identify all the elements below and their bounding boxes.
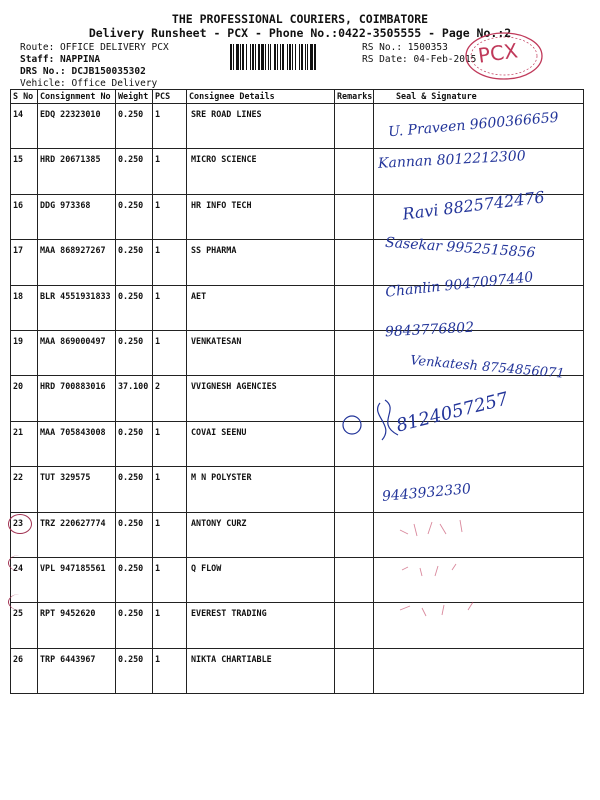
barcode-bar (255, 44, 256, 70)
signature-cell (374, 603, 584, 648)
signature-row-21-22: 8124057257 (394, 388, 511, 437)
signature-cell (374, 421, 584, 466)
signature-cell (374, 467, 584, 512)
consignee-cell: EVEREST TRADING (187, 603, 335, 648)
consignee-cell: VVIGNESH AGENCIES (187, 376, 335, 421)
table-row (11, 648, 584, 693)
signature-cell (374, 512, 584, 557)
remarks-cell (335, 603, 374, 648)
signature-row-14: U. Praveen 9600366659 (387, 109, 560, 141)
remarks-cell (335, 376, 374, 421)
sno-cell: 26 (11, 648, 38, 693)
signature-row-20: Venkatesh 8754856071 (409, 353, 566, 382)
table-header-row (11, 90, 584, 104)
barcode-bar (246, 44, 247, 70)
barcode-bar (289, 44, 291, 70)
consignee-cell: COVAI SEENU (187, 421, 335, 466)
table-row (11, 467, 584, 512)
table-row (11, 376, 584, 421)
pcs-cell: 1 (153, 467, 187, 512)
barcode-bar (280, 44, 281, 70)
barcode-bar (292, 44, 293, 70)
sno-cell: 21 (11, 421, 38, 466)
weight-cell: 0.250 (116, 648, 153, 693)
weight-cell: 0.250 (116, 467, 153, 512)
sno-cell: 24 (11, 557, 38, 602)
consignee-cell: NIKTA CHARTIABLE (187, 648, 335, 693)
sno-circle-25 (8, 555, 31, 571)
table-row (11, 421, 584, 466)
col-header-signature: Seal & Signature (374, 90, 584, 104)
signature-cell (374, 376, 584, 421)
pcs-cell: 1 (153, 603, 187, 648)
signature-cell (374, 557, 584, 602)
barcode-bar (274, 44, 276, 70)
consignee-cell: M N POLYSTER (187, 467, 335, 512)
signature-row-16: Ravi 8825742476 (401, 187, 546, 224)
consignee-cell: VENKATESAN (187, 330, 335, 375)
pcs-cell: 1 (153, 512, 187, 557)
col-header-pcs: PCS (153, 90, 187, 104)
weight-cell: 0.250 (116, 285, 153, 330)
weight-cell: 0.250 (116, 512, 153, 557)
consignment-cell: MAA 868927267 (38, 240, 116, 285)
barcode-bar (310, 44, 313, 70)
barcode-bar (261, 44, 264, 70)
signature-cell (374, 648, 584, 693)
consignment-cell: VPL 947185561 (38, 557, 116, 602)
stamp-text: PCX (476, 38, 520, 68)
weight-cell: 0.250 (116, 104, 153, 149)
remarks-cell (335, 104, 374, 149)
sno-cell: 25 (11, 603, 38, 648)
consignment-cell: MAA 869000497 (38, 330, 116, 375)
weight-cell: 0.250 (116, 194, 153, 239)
signature-row-15: Kannan 8012212300 (377, 148, 527, 172)
col-header-sno: S No (11, 90, 38, 104)
pcs-cell: 1 (153, 557, 187, 602)
sno-circle-26 (8, 594, 31, 610)
sno-cell: 19 (11, 330, 38, 375)
col-header-consignment: Consignment No (38, 90, 116, 104)
pcs-cell: 2 (153, 376, 187, 421)
table-row (11, 285, 584, 330)
sno-cell: 17 (11, 240, 38, 285)
weight-cell: 0.250 (116, 330, 153, 375)
sno-cell: 23 (11, 512, 38, 557)
table-row (11, 149, 584, 194)
remarks-cell (335, 240, 374, 285)
barcode-bar (277, 44, 278, 70)
consignee-cell: HR INFO TECH (187, 194, 335, 239)
remarks-cell (335, 194, 374, 239)
table-row (11, 240, 584, 285)
vehicle-label: Vehicle: Office Delivery (20, 78, 158, 89)
pcs-cell: 1 (153, 330, 187, 375)
signature-cell (374, 240, 584, 285)
col-header-remarks: Remarks (335, 90, 374, 104)
barcode-bar (305, 44, 306, 70)
drs-number: DRS No.: DCJB150035302 (20, 66, 146, 77)
weight-cell: 0.250 (116, 240, 153, 285)
weight-cell: 37.100 (116, 376, 153, 421)
signature-row-23: 9443932330 (381, 481, 472, 505)
barcode-bar (301, 44, 303, 70)
consignment-cell: TRZ 220627774 (38, 512, 116, 557)
barcode-bar (282, 44, 284, 70)
consignee-cell: SS PHARMA (187, 240, 335, 285)
weight-cell: 0.250 (116, 421, 153, 466)
consignee-cell: AET (187, 285, 335, 330)
sno-cell: 15 (11, 149, 38, 194)
remarks-cell (335, 330, 374, 375)
consignee-cell: SRE ROAD LINES (187, 104, 335, 149)
consignee-cell: MICRO SCIENCE (187, 149, 335, 194)
rs-number: RS No.: 1500353 (362, 42, 448, 53)
barcode-bar (287, 44, 288, 70)
barcode-bar (268, 44, 269, 70)
col-header-consignee: Consignee Details (187, 90, 335, 104)
pcs-cell: 1 (153, 648, 187, 693)
route-label: Route: OFFICE DELIVERY PCX (20, 42, 169, 53)
consignee-cell: ANTONY CURZ (187, 512, 335, 557)
barcode-bar (314, 44, 316, 70)
staff-label: Staff: NAPPINA (20, 54, 101, 65)
signature-cell (374, 149, 584, 194)
rs-date: RS Date: 04-Feb-2015 (362, 54, 477, 65)
consignment-cell: MAA 705843008 (38, 421, 116, 466)
sno-cell: 20 (11, 376, 38, 421)
pcs-cell: 1 (153, 149, 187, 194)
table-row (11, 557, 584, 602)
runsheet-table (10, 89, 584, 694)
table-row (11, 104, 584, 149)
consignment-cell: TUT 329575 (38, 467, 116, 512)
pcx-stamp (458, 30, 546, 86)
remarks-cell (335, 557, 374, 602)
col-header-weight: Weight (116, 90, 153, 104)
table-row (11, 194, 584, 239)
sno-cell: 14 (11, 104, 38, 149)
barcode-bar (233, 44, 234, 70)
signature-cell (374, 104, 584, 149)
pcs-cell: 1 (153, 240, 187, 285)
pcs-cell: 1 (153, 285, 187, 330)
sno-cell: 22 (11, 467, 38, 512)
signature-cell (374, 285, 584, 330)
consignment-cell: HRD 20671385 (38, 149, 116, 194)
consignment-cell: RPT 9452620 (38, 603, 116, 648)
table-row (11, 512, 584, 557)
barcode-bar (250, 44, 251, 70)
signature-row-19: 9843776802 (384, 319, 475, 341)
sno-cell: 16 (11, 194, 38, 239)
runsheet-subtitle: Delivery Runsheet - PCX - Phone No.:0422-3505555 - Page No.:2 (88, 26, 512, 40)
consignment-cell: DDG 973368 (38, 194, 116, 239)
remarks-cell (335, 149, 374, 194)
signature-row-17: Sasekar 9952515856 (384, 234, 536, 262)
barcode-bar (236, 44, 239, 70)
barcode-bar (240, 44, 241, 70)
company-title: THE PROFESSIONAL COURIERS, COIMBATORE (171, 12, 429, 26)
weight-cell: 0.250 (116, 603, 153, 648)
barcode-bar (242, 44, 244, 70)
signature-cell (374, 194, 584, 239)
remarks-cell (335, 648, 374, 693)
remarks-cell (335, 421, 374, 466)
remarks-cell (335, 512, 374, 557)
pcs-cell: 1 (153, 421, 187, 466)
table-row (11, 330, 584, 375)
table-row (11, 603, 584, 648)
consignment-cell: BLR 4551931833 (38, 285, 116, 330)
consignment-cell: EDQ 22323010 (38, 104, 116, 149)
barcode-bar (230, 44, 232, 70)
pcs-cell: 1 (153, 104, 187, 149)
barcode-image (230, 44, 356, 70)
consignment-cell: TRP 6443967 (38, 648, 116, 693)
pcs-cell: 1 (153, 194, 187, 239)
barcode-bar (295, 44, 296, 70)
signature-cell (374, 330, 584, 375)
barcode-bar (299, 44, 300, 70)
remarks-cell (335, 467, 374, 512)
weight-cell: 0.250 (116, 557, 153, 602)
barcode-bar (258, 44, 260, 70)
sno-cell: 18 (11, 285, 38, 330)
weight-cell: 0.250 (116, 149, 153, 194)
barcode-bar (265, 44, 266, 70)
sno-circle-24 (8, 514, 32, 534)
consignee-cell: Q FLOW (187, 557, 335, 602)
remarks-cell (335, 285, 374, 330)
barcode-bar (307, 44, 308, 70)
consignment-cell: HRD 700883016 (38, 376, 116, 421)
signature-row-18: Chanlin 9047097440 (384, 269, 535, 301)
barcode-bar (270, 44, 271, 70)
barcode-bar (252, 44, 254, 70)
